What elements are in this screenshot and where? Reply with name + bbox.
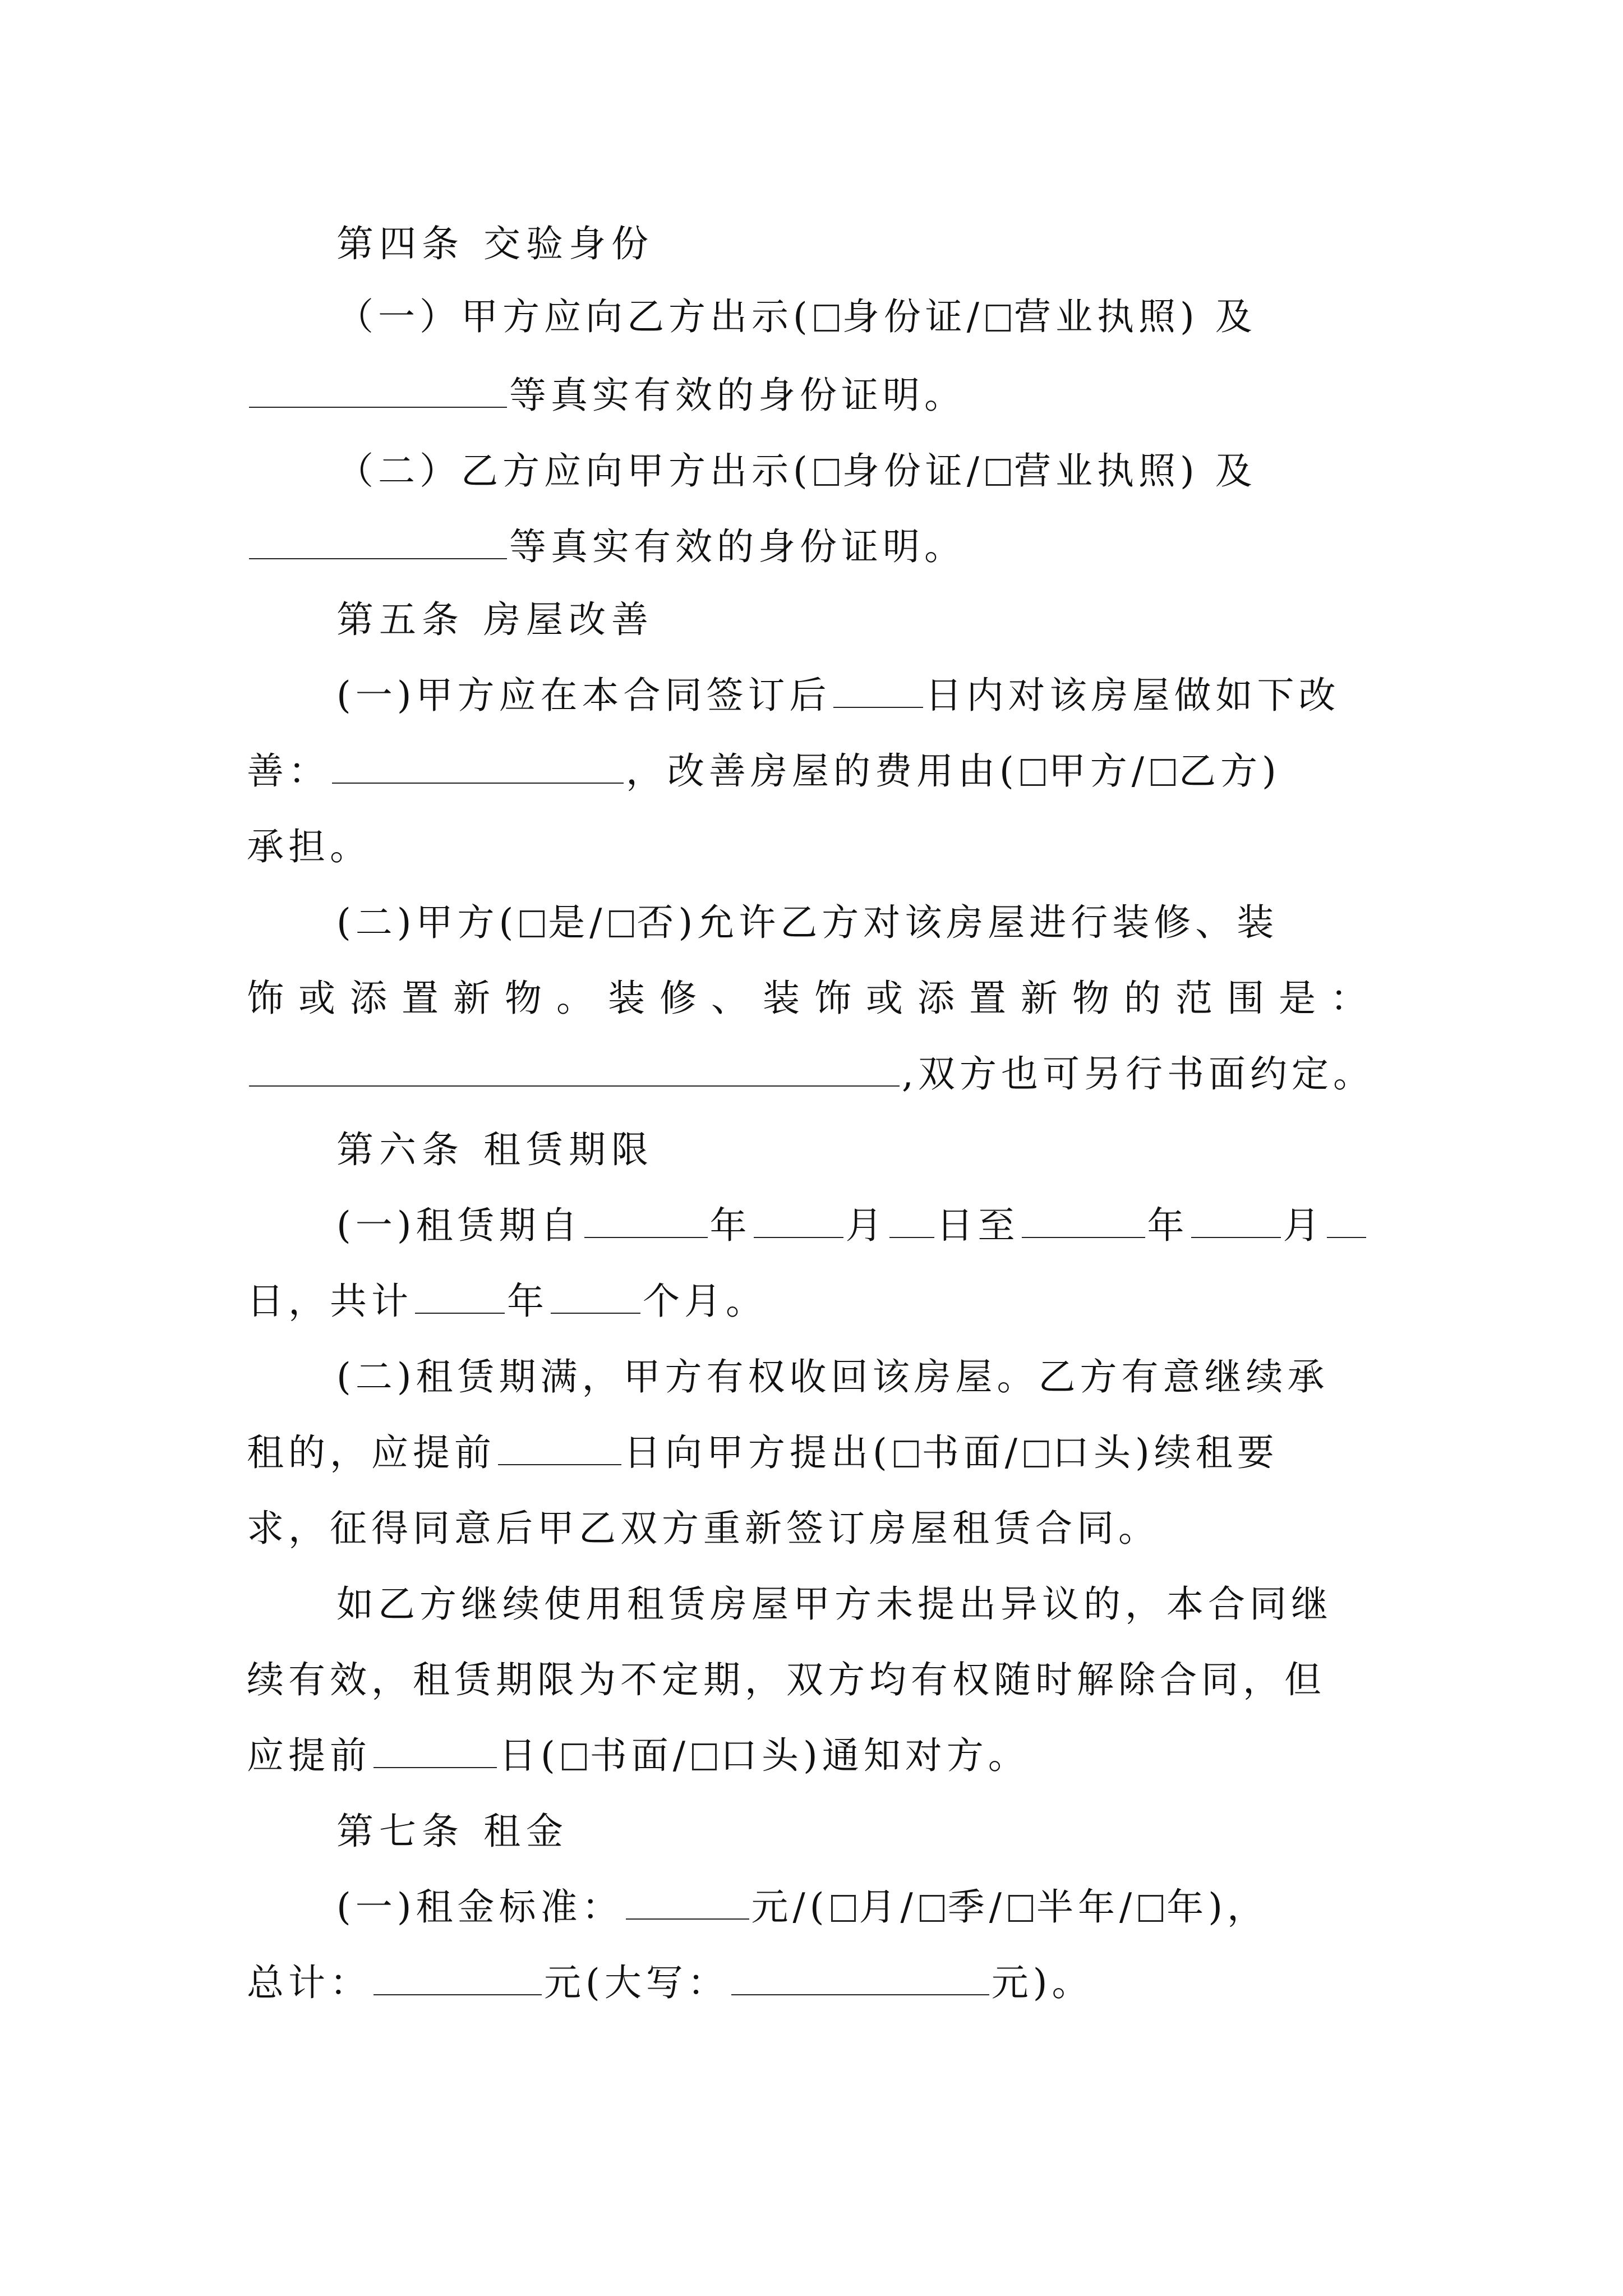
checkbox-oral[interactable] (1024, 1441, 1049, 1467)
fill-blank-total-amount[interactable] (374, 1961, 542, 1995)
fill-blank-end-month[interactable] (1191, 1203, 1281, 1238)
article-6-clause-1: (一)租赁期自 年 月 日至 年 月 (336, 1200, 1368, 1251)
article-5-clause-1: (一)甲方应在本合同签订后 日内对该房屋做如下改 (336, 674, 1340, 717)
article-4-clause-2-cont: 等真实有效的身份证明。 (247, 522, 966, 572)
fill-blank-rent-amount[interactable] (626, 1885, 749, 1920)
article-5-clause-2: (二)甲方( 是/ 否)允许乙方对该房屋进行装修、装 (336, 901, 1279, 944)
fill-blank-start-year[interactable] (584, 1203, 708, 1238)
checkbox-written[interactable] (894, 1441, 919, 1467)
fill-blank-decoration-scope[interactable] (249, 1052, 900, 1087)
checkbox-business-license[interactable] (986, 305, 1011, 332)
article-6-clause-3: 如乙方继续使用租赁房屋甲方未提出异议的，本合同继 (336, 1582, 1332, 1626)
checkbox-party-a[interactable] (1021, 759, 1045, 786)
fill-blank-notice-days[interactable] (498, 1430, 621, 1465)
fill-blank-id-docs[interactable] (249, 373, 507, 408)
article-4-clause-2: （二）乙方应向甲方出示( 身份证/ 营业执照) 及 (336, 449, 1257, 493)
fill-blank-start-month[interactable] (754, 1203, 843, 1238)
article-6-clause-2-end: 求，征得同意后甲乙双方重新签订房屋租赁合同。 (247, 1507, 1160, 1550)
checkbox-no[interactable] (609, 910, 634, 937)
checkbox-monthly[interactable] (831, 1895, 856, 1922)
article-6-clause-2-cont: 租的，应提前 日向甲方提出( 书面/ 口头)续租要 (247, 1431, 1279, 1474)
checkbox-business-license[interactable] (986, 459, 1011, 486)
article-7-clause-1-cont: 总计： 元(大写： 元)。 (247, 1961, 1094, 2004)
article-6-clause-1-cont: 日，共计 年 个月。 (247, 1280, 767, 1323)
fill-blank-total-years[interactable] (415, 1279, 505, 1314)
article-5-clause-1-end: 承担。 (247, 825, 371, 868)
fill-blank-termination-days[interactable] (374, 1733, 497, 1768)
article-number: 第四条 (336, 222, 464, 265)
article-5-clause-1-cont: 善： ，改善房屋的费用由( 甲方/ 乙方) (247, 749, 1281, 793)
checkbox-yearly[interactable] (1138, 1895, 1163, 1922)
article-4-clause-1: （一）甲方应向乙方出示( 身份证/ 营业执照) 及 (336, 295, 1257, 338)
checkbox-yes[interactable] (520, 910, 545, 937)
fill-blank-total-months[interactable] (551, 1279, 640, 1314)
article-5-heading: 第五条 房屋改善 (336, 598, 654, 641)
fill-blank-end-year[interactable] (1022, 1203, 1145, 1238)
article-6-heading: 第六条 租赁期限 (336, 1128, 654, 1171)
checkbox-written[interactable] (562, 1743, 587, 1770)
checkbox-party-b[interactable] (1151, 759, 1175, 786)
article-4-clause-1-cont: 等真实有效的身份证明。 (247, 370, 966, 421)
article-7-clause-1: (一)租金标准： 元/( 月/ 季/ 半年/ 年)， (336, 1885, 1269, 1929)
checkbox-quarterly[interactable] (920, 1895, 944, 1922)
article-6-clause-3-end: 应提前 日( 书面/ 口头)通知对方。 (247, 1734, 1030, 1777)
fill-blank-end-day[interactable] (1327, 1203, 1366, 1238)
article-6-clause-3-cont: 续有效，租赁期限为不定期，双方均有权随时解除合同，但 (247, 1658, 1326, 1701)
fill-blank-amount-in-words[interactable] (731, 1961, 989, 1995)
fill-blank-start-day[interactable] (889, 1203, 934, 1238)
checkbox-half-year[interactable] (1008, 1895, 1033, 1922)
checkbox-oral[interactable] (692, 1743, 717, 1770)
checkbox-id-card[interactable] (814, 459, 839, 486)
article-6-clause-2: (二)租赁期满，甲方有权收回该房屋。乙方有意继续承 (336, 1355, 1329, 1398)
fill-blank-id-docs[interactable] (249, 524, 507, 559)
article-5-clause-2-end: ,双方也可另行书面约定。 (247, 1049, 1375, 1099)
article-7-heading: 第七条 租金 (336, 1810, 569, 1853)
article-4-heading (336, 219, 654, 269)
checkbox-id-card[interactable] (814, 305, 839, 332)
article-5-clause-2-cont: 饰或添置新物。装修、装饰或添置新物的范围是： (247, 977, 1382, 1020)
article-title: 交验身份 (483, 222, 654, 265)
fill-blank-improvements[interactable] (332, 749, 624, 784)
fill-blank-days[interactable] (833, 673, 923, 708)
